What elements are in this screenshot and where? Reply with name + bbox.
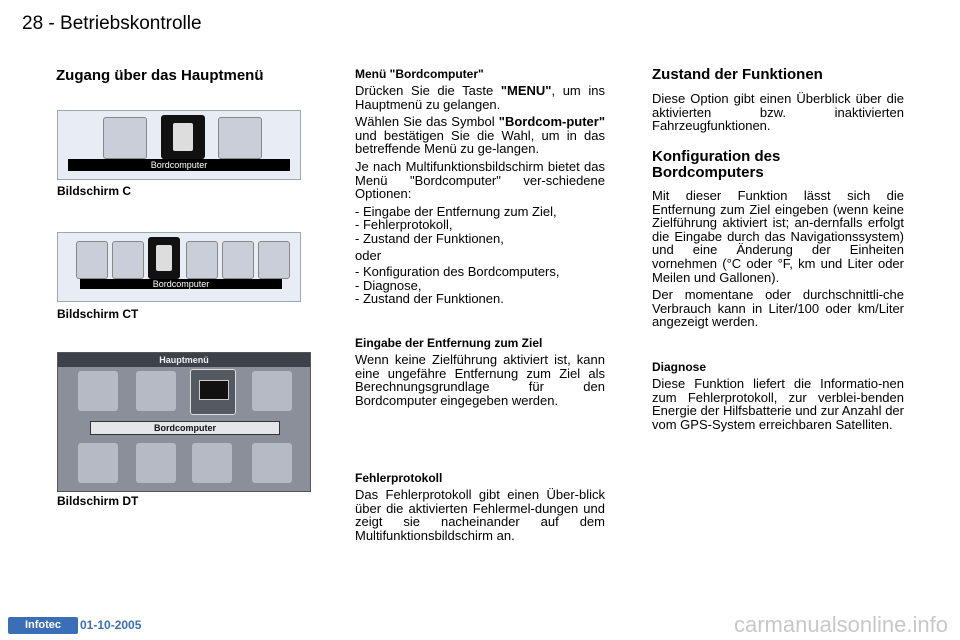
list-item: - Konfiguration des Bordcomputers, [355,264,560,280]
bordcomputer-icon [148,237,180,279]
p2-text: Wählen Sie das Symbol [355,114,499,130]
watermark: carmanualsonline.info [733,612,948,637]
menu-bordcomputer-text [355,84,605,306]
map-icon [192,443,232,483]
konfiguration-heading-line2: Bordcomputers [652,164,764,181]
multimedia-icon [136,371,176,411]
screen-dt-title: Hauptmenü [58,353,310,367]
left-heading: Zugang über das Hauptmenü [56,67,264,84]
oder-label: oder [355,247,382,263]
fax-icon [252,443,292,483]
infotec-badge: Infotec [8,617,78,634]
screen-c [57,110,301,180]
konfiguration-p2: Der momentane oder durchschnittli-che Verbrauch kann in Liter/100 oder km/Liter angezeigt werden. [652,287,904,330]
navigation-icon [76,241,108,279]
settings-icon [136,443,176,483]
list-item: - Zustand der Funktionen, [355,230,504,246]
screen-dt [57,352,311,492]
settings-icon [258,241,290,279]
settings-icon [218,117,262,159]
p1-text: Drücken Sie die Taste [355,83,501,98]
list-item: - Zustand der Funktionen. [355,291,504,307]
diagnose-text: Diese Funktion liefert die Informatio-nen zum Fehlerprotokoll, zur verblei-benden Energie der Hilfsbatterie und zur Anzahl der vom GPS-System erreichbaren Satelliten. [652,376,904,432]
screen-ct-bar: Bordcomputer [80,279,282,289]
notebook-icon [252,371,292,411]
list-item: - Eingabe der Entfernung zum Ziel, [355,203,557,219]
entfernung-heading: Eingabe der Entfernung zum Ziel [355,336,543,350]
footer-date: 01-10-2005 [80,618,142,632]
header-separator: - [48,13,55,34]
phone-icon [78,443,118,483]
entfernung-text: Wenn keine Zielführung aktiviert ist, kann eine ungefähre Entfernung zum Ziel als Berechnungsgrundlage für den Bordcomputer eingegeben werden. [355,352,605,408]
list-item: - Diagnose, [355,277,422,293]
menu-bordcomputer-heading: Menü "Bordcomputer" [355,67,484,81]
bordcomputer-icon [190,369,236,415]
multimedia-icon [103,117,147,159]
bordcomputer-icon [161,115,205,159]
bordcomputer-symbol-label: "Bordcom-puter" [498,114,605,130]
phone-icon [222,241,254,279]
menu-key-label: "MENU" [500,83,552,98]
fehlerprotokoll-text: Das Fehlerprotokoll gibt einen Über-blick über die aktivierten Fehlermel-dungen und zeigt sie nacheinander auf dem Multifunktionsbildschirm an. [355,487,605,543]
zustand-text: Diese Option gibt einen Überblick über die aktivierten bzw. inaktivierten Fahrzeugfunktionen. [652,91,904,134]
fehlerprotokoll-heading: Fehlerprotokoll [355,471,443,485]
konfiguration-p1: Mit dieser Funktion lässt sich die Entfernung zum Ziel eingeben (wenn keine Zielführung aktiviert ist; an-dernfalls erfolgt die Eingabe durch das Navigationssystem) und eine Änderung der Einheiten vornehmen (°C oder °F, km und Liter oder Meilen und Gallonen). [652,188,904,285]
multimedia-icon [112,241,144,279]
p1-text-end: , um ins Hauptmenü zu gelangen. [355,83,605,112]
screen-ct [57,232,301,302]
konfiguration-heading-line1: Konfiguration des [652,148,781,165]
caption-screen-ct: Bildschirm CT [57,307,139,321]
page-header [22,13,202,35]
konfiguration-text [652,189,904,333]
notebook-icon [186,241,218,279]
screen-c-bar: Bordcomputer [68,159,290,171]
caption-screen-c: Bildschirm C [57,184,132,198]
caption-screen-dt: Bildschirm DT [57,494,139,508]
navigation-icon [78,371,118,411]
diagnose-heading: Diagnose [652,360,707,374]
zustand-heading: Zustand der Funktionen [652,66,823,83]
page-number: 28 [22,13,44,34]
screen-dt-bar: Bordcomputer [90,421,280,435]
p2-text-end: und bestätigen Sie die Wahl, um in das betreffende Menü zu ge-langen. [355,127,605,157]
page-title: Betriebskontrolle [60,13,202,34]
list-item: - Fehlerprotokoll, [355,217,453,233]
p3-text: Je nach Multifunktionsbildschirm bietet das Menü "Bordcomputer" ver-schiedene Optionen: [355,158,605,202]
konfiguration-heading [652,149,780,181]
